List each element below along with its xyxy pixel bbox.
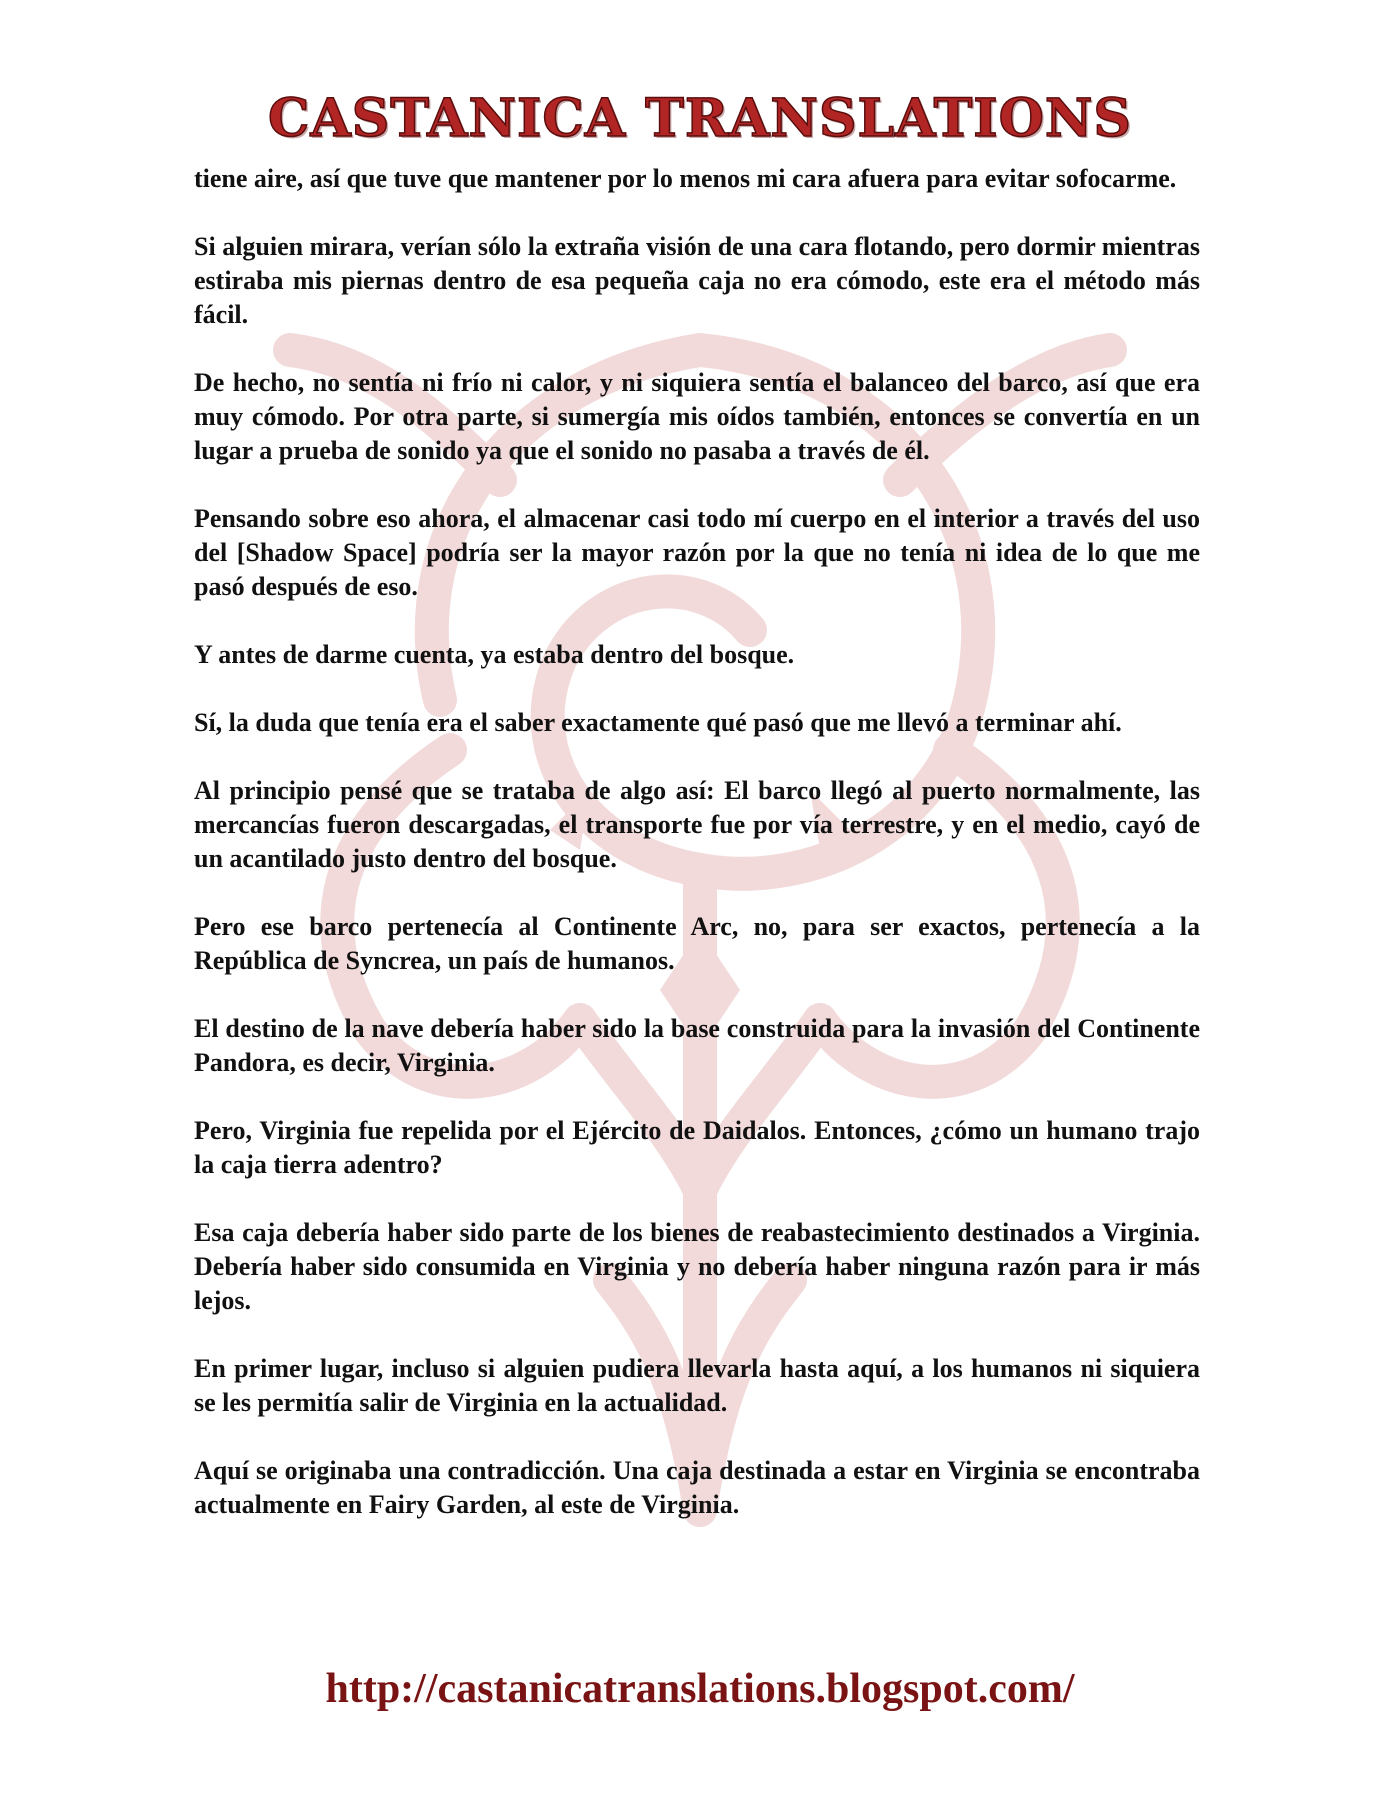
blog-url-link[interactable]: http://castanicatranslations.blogspot.com/ [325, 1666, 1075, 1712]
paragraph: Pensando sobre eso ahora, el almacenar casi todo mí cuerpo en el interior a través del uso del [Shadow Space] podría ser la mayor razón por la que no tenía ni idea de lo que me pasó después de eso. [194, 504, 1200, 601]
paragraph: Sí, la duda que tenía era el saber exactamente qué pasó que me llevó a terminar ahí. [194, 708, 1122, 737]
page-footer [0, 1665, 1400, 1713]
paragraph: tiene aire, así que tuve que mantener por lo menos mi cara afuera para evitar sofocarme. [194, 164, 1177, 193]
paragraph: Y antes de darme cuenta, ya estaba dentro del bosque. [194, 640, 795, 669]
paragraph: Esa caja debería haber sido parte de los bienes de reabastecimiento destinados a Virginia. Debería haber sido consumida en Virginia y no debería haber ninguna razón para ir más lejos. [194, 1218, 1200, 1315]
paragraph: Al principio pensé que se trataba de algo así: El barco llegó al puerto normalmente, las mercancías fueron descargadas, el transporte fue por vía terrestre, y en el medio, cayó de un acantilado justo dentro del bosque. [194, 776, 1200, 873]
paragraph: Pero, Virginia fue repelida por el Ejército de Daidalos. Entonces, ¿cómo un humano trajo la caja tierra adentro? [194, 1116, 1200, 1179]
site-brand-title: CASTANICA TRANSLATIONS [268, 88, 1132, 149]
paragraph: El destino de la nave debería haber sido la base construida para la invasión del Continente Pandora, es decir, Virginia. [194, 1014, 1200, 1077]
paragraph: Aquí se originaba una contradicción. Una caja destinada a estar en Virginia se encontraba actualmente en Fairy Garden, al este de Virginia. [194, 1456, 1200, 1519]
paragraph: Si alguien mirara, verían sólo la extraña visión de una cara flotando, pero dormir mientras estiraba mis piernas dentro de esa pequeña caja no era cómodo, este era el método más fácil. [194, 232, 1200, 329]
paragraph: En primer lugar, incluso si alguien pudiera llevarla hasta aquí, a los humanos ni siquiera se les permitía salir de Virginia en la actualidad. [194, 1354, 1200, 1417]
paragraph: De hecho, no sentía ni frío ni calor, y ni siquiera sentía el balanceo del barco, así que era muy cómodo. Por otra parte, si sumergía mis oídos también, entonces se convertía en un lugar a prueba de sonido ya que el sonido no pasaba a través de él. [194, 368, 1200, 465]
page-header [0, 88, 1400, 149]
document-body [194, 162, 1200, 1556]
paragraph: Pero ese barco pertenecía al Continente Arc, no, para ser exactos, pertenecía a la República de Syncrea, un país de humanos. [194, 912, 1200, 975]
